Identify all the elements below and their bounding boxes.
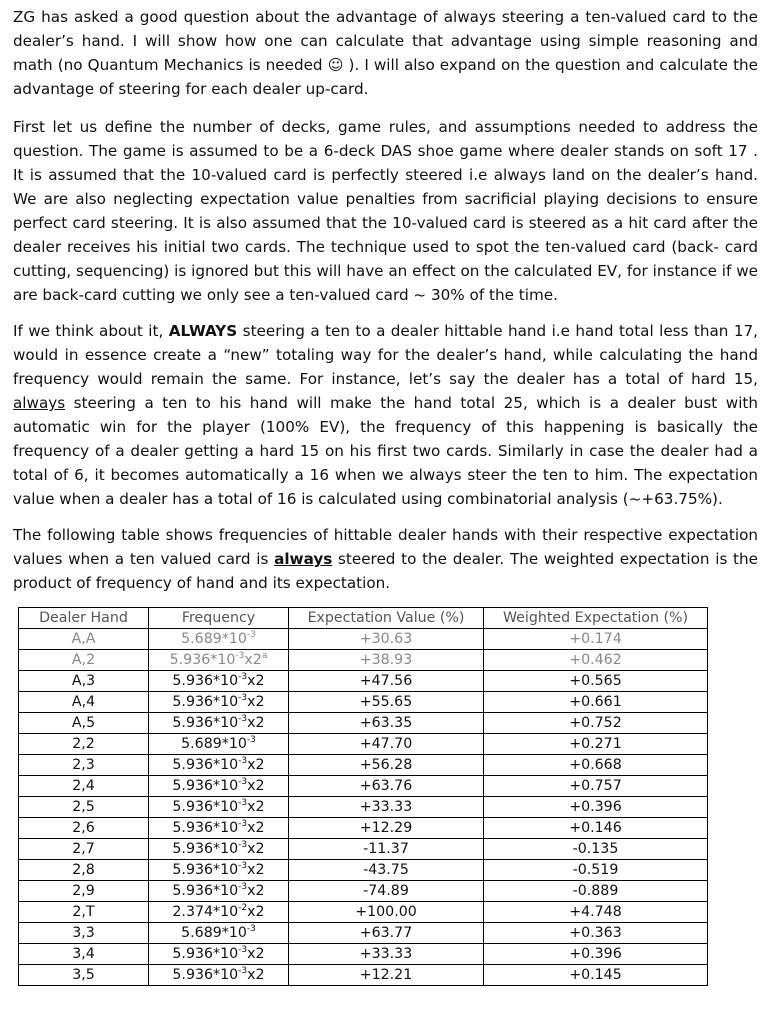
cell-expectation-value: +47.70 [289, 734, 484, 755]
cell-frequency [149, 860, 289, 881]
cell-frequency [149, 839, 289, 860]
header-expectation-value: Expectation Value (%) [289, 608, 484, 629]
frequency-multiplier: x2 [247, 778, 265, 794]
cell-dealer-hand: 2,3 [19, 755, 149, 776]
footnote-mark: a [261, 651, 268, 661]
cell-expectation-value: +33.33 [289, 797, 484, 818]
cell-frequency [149, 881, 289, 902]
table-row [19, 776, 708, 797]
text-run: The following table shows frequencies of hittable dealer hands with their respective expectation values when a ten valued card is [13, 526, 758, 568]
table-row [19, 734, 708, 755]
underlined-always: always [13, 394, 66, 412]
frequency-multiplier: x2 [247, 967, 265, 983]
cell-dealer-hand: 2,9 [19, 881, 149, 902]
table-row [19, 965, 708, 986]
frequency-exponent: -3 [238, 756, 248, 766]
cell-expectation-value: +33.33 [289, 944, 484, 965]
cell-frequency [149, 923, 289, 944]
cell-expectation-value: +30.63 [289, 629, 484, 650]
frequency-base: 2.374*10 [172, 904, 239, 920]
text-run: steering a ten to his hand will make the hand total 25, which is a dealer bust with automatic win for the player (100% EV), the frequency of this happening is basically the frequency of a dealer getting a hard 15 on his first two cards. Similarly in case the dealer had a total of 6, it becomes automatically a 16 when we always steer the ten to him. The expectation value when a dealer has a total of 16 is calculated using combinatorial analysis (~+63.75%). [13, 394, 758, 508]
frequency-base: 5.936*10 [172, 883, 239, 899]
cell-frequency [149, 965, 289, 986]
table-row [19, 881, 708, 902]
header-frequency: Frequency [149, 608, 289, 629]
cell-weighted-expectation: -0.889 [484, 881, 708, 902]
cell-dealer-hand: A,3 [19, 671, 149, 692]
cell-frequency [149, 944, 289, 965]
paragraph-reasoning [13, 319, 758, 511]
cell-weighted-expectation: +0.752 [484, 713, 708, 734]
frequency-exponent: -3 [238, 861, 248, 871]
frequency-multiplier: x2 [247, 946, 265, 962]
text-run: steered to the dealer. The weighted expectation is the product of frequency of hand and its expectation. [13, 550, 758, 592]
paragraph-assumptions: First let us define the number of decks, game rules, and assumptions needed to address the question. The game is assumed to be a 6-deck DAS shoe game where dealer stands on soft 17 . It is assumed that the 10-valued card is perfectly steered i.e always land on the dealer’s hand. We are also neglecting expectation value penalties from sacrificial playing decisions to ensure perfect card steering. It is also assumed that the 10-valued card is steered as a hit card after the dealer receives his initial two cards. The technique used to spot the ten-valued card (back- card cutting, sequencing) is ignored but this will have an effect on the calculated EV, for instance if we are back-card cutting we only see a ten-valued card ~ 30% of the time. [13, 118, 758, 304]
cell-expectation-value: +12.29 [289, 818, 484, 839]
cell-frequency [149, 734, 289, 755]
cell-expectation-value: -11.37 [289, 839, 484, 860]
cell-frequency [149, 797, 289, 818]
cell-frequency [149, 692, 289, 713]
frequency-multiplier: x2 [247, 715, 265, 731]
cell-dealer-hand: 3,5 [19, 965, 149, 986]
cell-frequency [149, 818, 289, 839]
text-run: ZG has asked a good question about the advantage of always steering a ten-valued card to the dealer’s hand. I will show how one can calculate that advantage using simple reasoning and math (no Quantum Mechanics is needed [13, 8, 758, 74]
emphasis-always-underlined: always [274, 550, 333, 568]
paragraph-table-intro [13, 523, 758, 595]
table-row [19, 629, 708, 650]
cell-expectation-value: +63.77 [289, 923, 484, 944]
cell-weighted-expectation: +0.396 [484, 944, 708, 965]
frequency-exponent: -3 [238, 693, 248, 703]
emphasis-always: ALWAYS [168, 322, 238, 340]
cell-dealer-hand: 2,5 [19, 797, 149, 818]
cell-dealer-hand: A,A [19, 629, 149, 650]
frequency-multiplier: x2 [247, 883, 265, 899]
frequency-multiplier: x2 [247, 820, 265, 836]
frequency-base: 5.936*10 [172, 799, 239, 815]
cell-weighted-expectation: +0.363 [484, 923, 708, 944]
frequency-exponent: -3 [238, 966, 248, 976]
table-row [19, 944, 708, 965]
cell-expectation-value: -43.75 [289, 860, 484, 881]
cell-frequency [149, 671, 289, 692]
cell-dealer-hand: 2,8 [19, 860, 149, 881]
frequency-multiplier: x2 [247, 694, 265, 710]
frequency-base: 5.936*10 [172, 967, 239, 983]
frequency-exponent: -3 [238, 777, 248, 787]
cell-weighted-expectation: +0.396 [484, 797, 708, 818]
frequency-multiplier: x2 [244, 652, 262, 668]
header-weighted-expectation: Weighted Expectation (%) [484, 608, 708, 629]
smiley-icon: ☺ [327, 56, 344, 74]
frequency-exponent: -3 [235, 651, 245, 661]
table-row [19, 923, 708, 944]
frequency-exponent: -2 [238, 903, 248, 913]
frequency-multiplier: x2 [247, 904, 265, 920]
cell-frequency [149, 755, 289, 776]
cell-weighted-expectation: +4.748 [484, 902, 708, 923]
cell-dealer-hand: A,2 [19, 650, 149, 671]
cell-dealer-hand: 2,7 [19, 839, 149, 860]
paragraph-intro [13, 5, 758, 101]
cell-expectation-value: +38.93 [289, 650, 484, 671]
cell-dealer-hand: A,4 [19, 692, 149, 713]
cell-weighted-expectation: +0.757 [484, 776, 708, 797]
cell-weighted-expectation: +0.462 [484, 650, 708, 671]
text-run: steering a ten to a dealer hittable hand i.e hand total less than 17, would in essence create a “new” totaling way for the dealer’s hand, while calculating the hand frequency would remain the same. For instance, let’s say the dealer has a total of hard 15, [13, 322, 758, 388]
frequency-exponent: -3 [238, 672, 248, 682]
table-body [19, 629, 708, 986]
table-row [19, 713, 708, 734]
cell-expectation-value: +55.65 [289, 692, 484, 713]
frequency-base: 5.936*10 [172, 841, 239, 857]
frequency-multiplier: x2 [247, 862, 265, 878]
cell-dealer-hand: A,5 [19, 713, 149, 734]
frequency-multiplier: x2 [247, 799, 265, 815]
frequency-base: 5.936*10 [172, 820, 239, 836]
cell-expectation-value: +47.56 [289, 671, 484, 692]
frequency-base: 5.936*10 [172, 694, 239, 710]
table-row [19, 650, 708, 671]
cell-frequency [149, 776, 289, 797]
text-run: ). I will also expand on the question and calculate the advantage of steering for each dealer up-card. [13, 56, 758, 98]
frequency-exponent: -3 [238, 945, 248, 955]
cell-expectation-value: +63.76 [289, 776, 484, 797]
frequency-exponent: -3 [238, 798, 248, 808]
cell-frequency [149, 629, 289, 650]
cell-weighted-expectation: +0.565 [484, 671, 708, 692]
cell-weighted-expectation: +0.668 [484, 755, 708, 776]
cell-expectation-value: -74.89 [289, 881, 484, 902]
frequency-multiplier: x2 [247, 757, 265, 773]
frequency-base: 5.936*10 [172, 778, 239, 794]
frequency-base: 5.936*10 [172, 946, 239, 962]
cell-weighted-expectation: +0.661 [484, 692, 708, 713]
cell-expectation-value: +12.21 [289, 965, 484, 986]
frequency-exponent: -3 [246, 735, 256, 745]
frequency-base: 5.936*10 [172, 673, 239, 689]
cell-expectation-value: +100.00 [289, 902, 484, 923]
frequency-base: 5.936*10 [172, 715, 239, 731]
expectation-table [18, 607, 708, 986]
frequency-multiplier: x2 [247, 673, 265, 689]
frequency-exponent: -3 [238, 840, 248, 850]
frequency-base: 5.689*10 [181, 631, 247, 647]
cell-frequency [149, 650, 289, 671]
frequency-exponent: -3 [238, 882, 248, 892]
cell-dealer-hand: 3,4 [19, 944, 149, 965]
cell-dealer-hand: 3,3 [19, 923, 149, 944]
header-dealer-hand: Dealer Hand [19, 608, 149, 629]
frequency-exponent: -3 [246, 630, 256, 640]
text-run: If we think about it, [13, 322, 169, 340]
cell-frequency [149, 902, 289, 923]
cell-weighted-expectation: +0.271 [484, 734, 708, 755]
table-row [19, 755, 708, 776]
cell-weighted-expectation: -0.135 [484, 839, 708, 860]
frequency-exponent: -3 [238, 819, 248, 829]
frequency-exponent: -3 [246, 924, 256, 934]
table-row [19, 860, 708, 881]
cell-expectation-value: +63.35 [289, 713, 484, 734]
cell-dealer-hand: 2,T [19, 902, 149, 923]
frequency-base: 5.936*10 [172, 862, 239, 878]
cell-dealer-hand: 2,4 [19, 776, 149, 797]
cell-dealer-hand: 2,2 [19, 734, 149, 755]
table-row [19, 692, 708, 713]
table-row [19, 902, 708, 923]
cell-frequency [149, 713, 289, 734]
cell-weighted-expectation: +0.145 [484, 965, 708, 986]
frequency-exponent: -3 [238, 714, 248, 724]
table-row [19, 839, 708, 860]
frequency-multiplier: x2 [247, 841, 265, 857]
cell-weighted-expectation: +0.146 [484, 818, 708, 839]
frequency-base: 5.936*10 [169, 652, 236, 668]
cell-dealer-hand: 2,6 [19, 818, 149, 839]
cell-expectation-value: +56.28 [289, 755, 484, 776]
table-row [19, 671, 708, 692]
frequency-base: 5.936*10 [172, 757, 239, 773]
table-row [19, 818, 708, 839]
cell-weighted-expectation: -0.519 [484, 860, 708, 881]
table-row [19, 797, 708, 818]
frequency-base: 5.689*10 [181, 925, 247, 941]
cell-weighted-expectation: +0.174 [484, 629, 708, 650]
frequency-base: 5.689*10 [181, 736, 247, 752]
table-header-row [19, 608, 708, 629]
